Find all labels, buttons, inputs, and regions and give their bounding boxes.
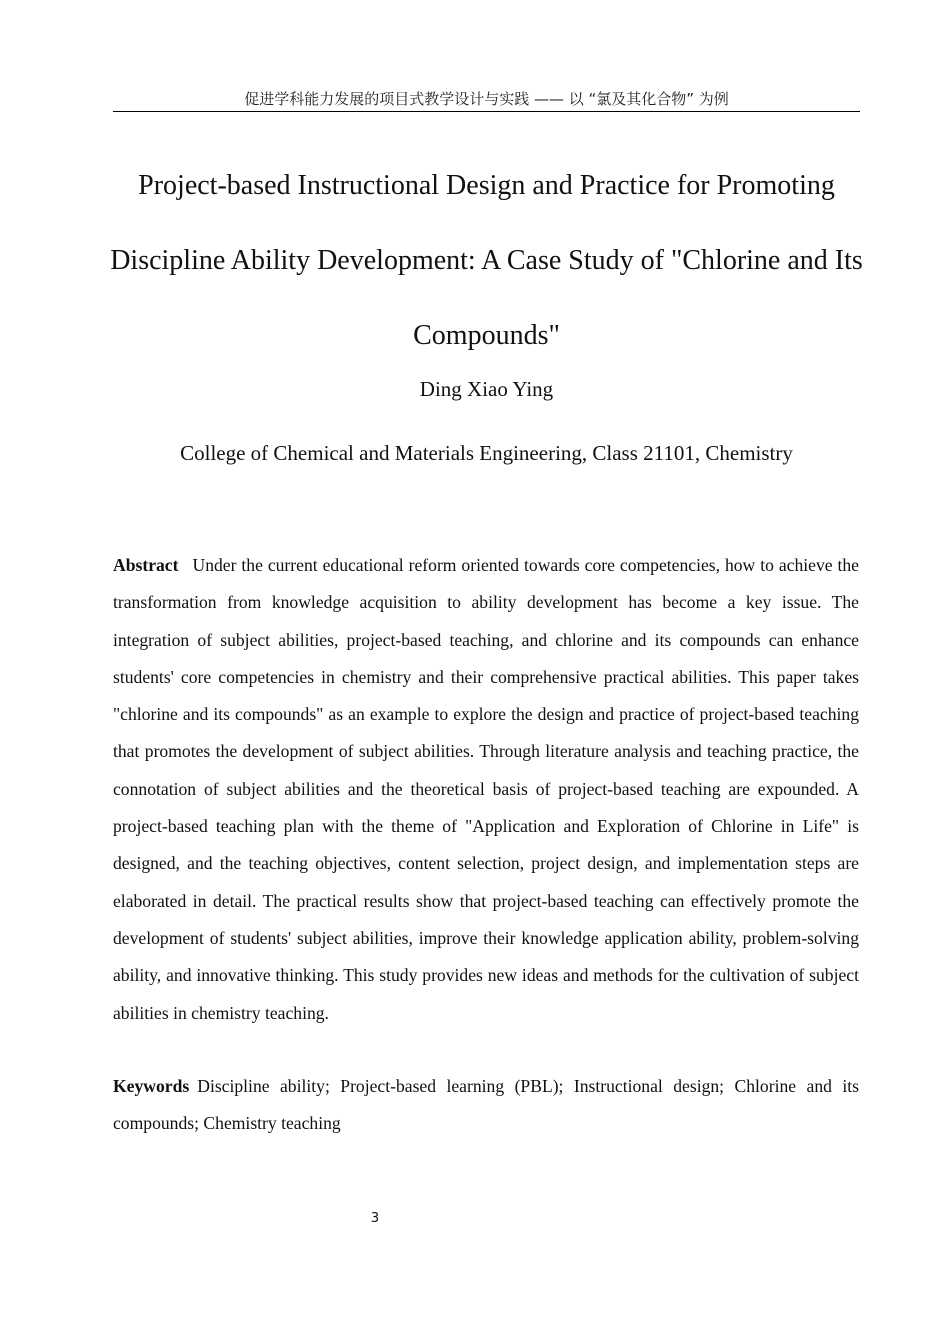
paper-title: Project-based Instructional Design and Practice for Promoting Discipline Ability Development: A Case Study of "Chlorine and Its Compounds" bbox=[110, 170, 863, 351]
abstract-section bbox=[113, 547, 859, 1032]
abstract-label: Abstract bbox=[113, 555, 179, 575]
running-header: 促进学科能力发展的项目式教学设计与实践 —— 以 “氯及其化合物” 为例 bbox=[113, 89, 860, 112]
keywords-label: Keywords bbox=[113, 1076, 190, 1096]
keywords-text: Discipline ability; Project-based learning (PBL); Instructional design; Chlorine and its compounds; Chemistry teaching bbox=[113, 1076, 859, 1134]
author-name: Ding Xiao Ying bbox=[419, 377, 554, 401]
keywords-section bbox=[113, 1068, 859, 1143]
abstract-text: Under the current educational reform oriented towards core competencies, how to achieve the transformation from knowledge acquisition to ability development has become a key issue. The integration of subject abilities, project-based teaching, and chlorine and its compounds can enhance students' core competencies in chemistry and their comprehensive practical abilities. This paper takes "chlorine and its compounds" as an example to explore the design and practice of project-based teaching that promotes the development of subject abilities. Through literature analysis and teaching practice, the connotation of subject abilities and the theoretical basis of project-based teaching are expounded. A project-based teaching plan with the theme of "Application and Exploration of Chlorine in Life" is designed, and the teaching objectives, content selection, project design, and implementation steps are elaborated in detail. The practical results show that project-based teaching can effectively promote the development of students' subject abilities, improve their knowledge application ability, problem-solving ability, and innovative thinking. This study provides new ideas and methods for the cultivation of subject abilities in chemistry teaching. bbox=[113, 555, 859, 1023]
page-number: 3 bbox=[370, 1211, 380, 1226]
author-affiliation: College of Chemical and Materials Engineering, Class 21101, Chemistry bbox=[180, 441, 793, 465]
